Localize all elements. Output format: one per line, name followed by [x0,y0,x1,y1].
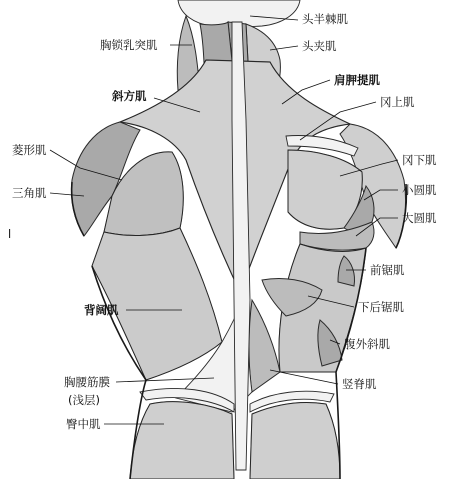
label-serratus-posterior-inferior: 下后锯肌 [358,300,404,314]
label-latissimus-dorsi: 背阔肌 [84,303,119,317]
label-erector-spinae: 竖脊肌 [342,377,377,391]
label-splenius-capitis: 头夹肌 [302,39,337,53]
label-thoracolumbar-fascia-note: (浅层) [68,393,100,407]
edge-mark: l [8,227,12,241]
label-semispinalis-capitis: 头半棘肌 [302,12,348,26]
right-gluteus-shade [250,402,340,479]
label-infraspinatus: 冈下肌 [402,153,437,167]
label-thoracolumbar-fascia: 胸腰筋膜 [64,375,110,389]
label-rhomboid: 菱形肌 [12,143,47,157]
left-gluteus-shade [130,402,234,479]
anatomy-drawing [72,0,407,479]
label-gluteus-medius: 臀中肌 [66,417,101,431]
erector-spinae-muscle [249,300,280,392]
label-trapezius: 斜方肌 [112,89,147,103]
label-deltoid: 三角肌 [12,186,47,200]
label-teres-minor: 小圆肌 [402,183,437,197]
label-teres-major: 大圆肌 [402,211,437,225]
label-sternocleidomastoid: 胸锁乳突肌 [100,38,158,52]
label-levator-scapulae: 肩胛提肌 [334,73,380,87]
label-serratus-anterior: 前锯肌 [370,263,405,277]
label-supraspinatus: 冈上肌 [380,95,415,109]
label-external-oblique: 腹外斜肌 [344,337,390,351]
